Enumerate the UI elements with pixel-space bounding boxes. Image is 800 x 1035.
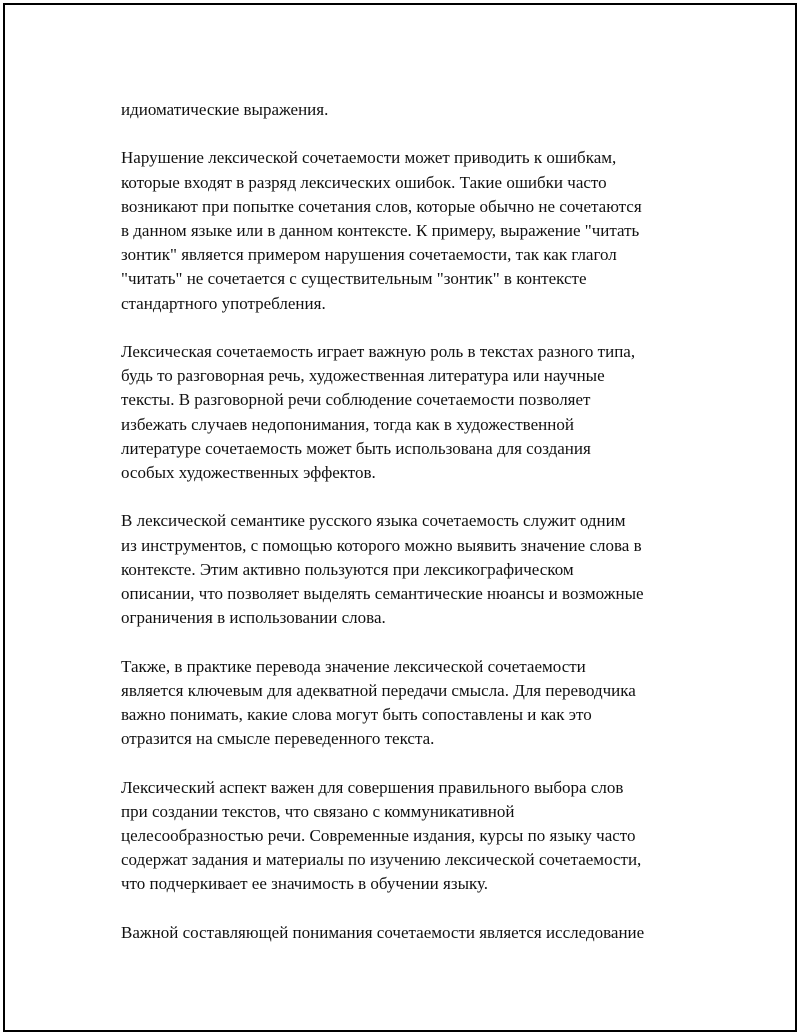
- document-page: [3, 3, 797, 1032]
- paragraph-1: [121, 98, 701, 122]
- text-line: важно понимать, какие слова могут быть сопоставлены и как это: [121, 705, 592, 725]
- text-line: будь то разговорная речь, художественная литература или научные: [121, 366, 605, 386]
- text-line: идиоматические выражения.: [121, 100, 329, 119]
- text-line: содержат задания и материалы по изучению лексической сочетаемости,: [121, 850, 642, 870]
- text-line: "читать" не сочетается с существительным "зонтик" в контексте: [121, 269, 587, 289]
- text-line: Нарушение лексической сочетаемости может приводить к ошибкам,: [121, 148, 617, 168]
- text-line: что подчеркивает ее значимость в обучении языку.: [121, 874, 489, 894]
- paragraph-3: [121, 340, 701, 485]
- paragraph-7: [121, 921, 701, 945]
- text-line: возникают при попытке сочетания слов, которые обычно не сочетаются: [121, 196, 642, 216]
- text-line: является ключевым для адекватной передачи смысла. Для переводчика: [121, 680, 636, 700]
- text-line: литературе сочетаемость может быть использована для создания: [121, 438, 591, 458]
- text-line: Важной составляющей понимания сочетаемости является исследование: [121, 922, 645, 942]
- paragraph-4: [121, 509, 701, 630]
- paragraph-5: [121, 655, 701, 752]
- text-line: из инструментов, с помощью которого можно выявить значение слова в: [121, 535, 642, 555]
- text-line: стандартного употребления.: [121, 293, 326, 313]
- text-line: Также, в практике перевода значение лексической сочетаемости: [121, 656, 586, 676]
- text-line: отразится на смысле переведенного текста.: [121, 729, 435, 749]
- text-line: Лексический аспект важен для совершения правильного выбора слов: [121, 777, 624, 797]
- text-line: В лексической семантике русского языка сочетаемость служит одним: [121, 511, 626, 531]
- text-line: ограничения в использовании слова.: [121, 608, 386, 628]
- text-line: целесообразностью речи. Современные издания, курсы по языку часто: [121, 826, 636, 846]
- text-line: которые входят в разряд лексических ошибок. Такие ошибки часто: [121, 172, 607, 192]
- paragraph-6: [121, 776, 701, 897]
- paragraph-2: [121, 146, 701, 315]
- text-line: контексте. Этим активно пользуются при лексикографическом: [121, 559, 574, 579]
- text-line: особых художественных эффектов.: [121, 463, 376, 483]
- text-line: Лексическая сочетаемость играет важную роль в текстах разного типа,: [121, 342, 636, 361]
- text-line: при создании текстов, что связано с коммуникативной: [121, 801, 515, 821]
- text-line: зонтик" является примером нарушения сочетаемости, так как глагол: [121, 245, 617, 265]
- text-line: тексты. В разговорной речи соблюдение сочетаемости позволяет: [121, 390, 591, 410]
- document-body: [121, 98, 701, 969]
- text-line: описании, что позволяет выделять семантические нюансы и возможные: [121, 584, 644, 604]
- text-line: избежать случаев недопонимания, тогда как в художественной: [121, 414, 574, 434]
- text-line: в данном языке или в данном контексте. К примеру, выражение "читать: [121, 221, 640, 240]
